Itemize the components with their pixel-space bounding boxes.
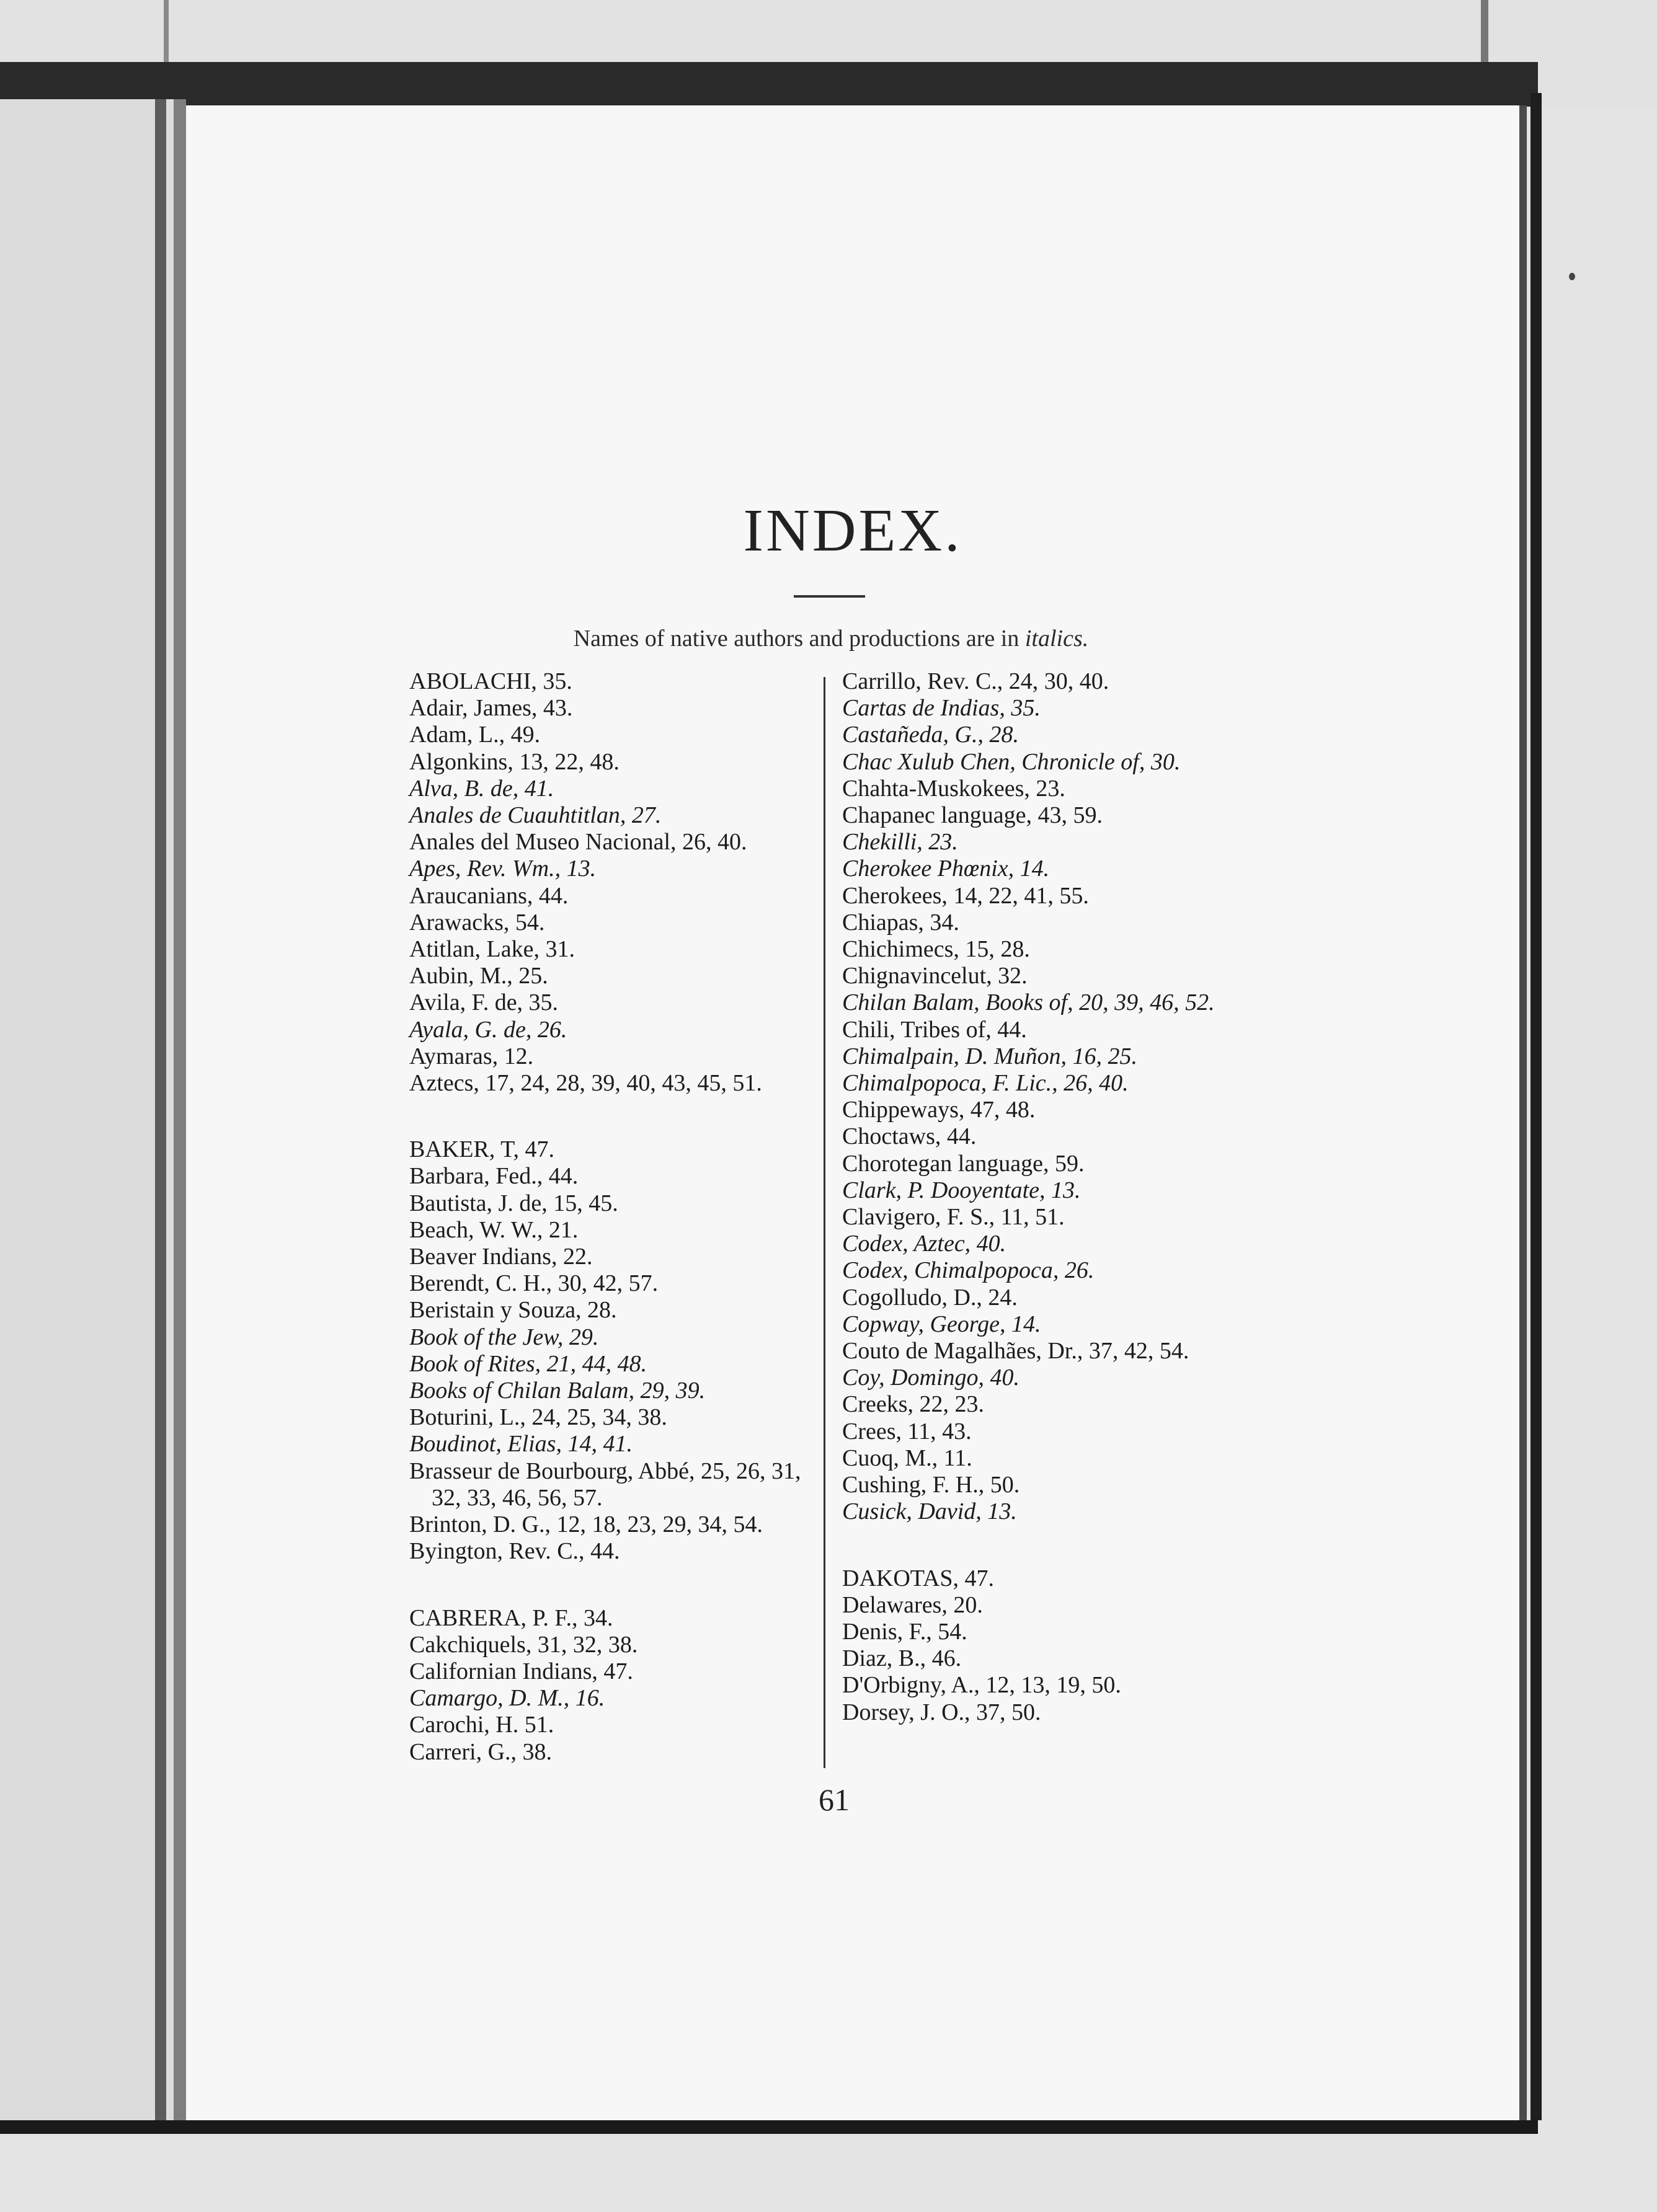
index-entry: Boudinot, Elias, 14, 41. xyxy=(409,1431,633,1458)
index-entry: Anales del Museo Nacional, 26, 40. xyxy=(409,829,747,856)
index-entry: Bautista, J. de, 15, 45. xyxy=(409,1190,618,1216)
index-entry: Copway, George, 14. xyxy=(842,1311,1041,1337)
scan-dark-band xyxy=(0,62,1538,107)
page-number: 61 xyxy=(819,1782,850,1817)
index-entry: Chilan Balam, Books of, 20, 39, 46, 52. xyxy=(842,989,1215,1016)
scan-edge-line xyxy=(164,0,169,65)
index-entry: Berendt, C. H., 30, 42, 57. xyxy=(409,1270,659,1297)
index-entry: Brasseur de Bourbourg, Abbé, 25, 26, 31, 32, 33, 46, 56, 57. xyxy=(409,1458,801,1511)
index-entry: Castañeda, G., 28. xyxy=(842,722,1019,748)
index-entry: Cherokee Phœnix, 14. xyxy=(842,856,1050,882)
index-entry: Aztecs, 17, 24, 28, 39, 40, 43, 45, 51. xyxy=(409,1070,762,1097)
index-entry: Cuoq, M., 11. xyxy=(842,1444,972,1471)
index-entry: Carochi, H. 51. xyxy=(409,1712,554,1738)
index-entry: Books of Chilan Balam, 29, 39. xyxy=(409,1378,706,1404)
index-entry: Diaz, B., 46. xyxy=(842,1645,962,1672)
italics-note-emphasis: italics. xyxy=(1024,626,1089,652)
index-entry: Chac Xulub Chen, Chronicle of, 30. xyxy=(842,748,1181,775)
dust-speck xyxy=(1569,273,1575,280)
title-rule xyxy=(794,595,865,598)
index-entry: Creeks, 22, 23. xyxy=(842,1391,985,1418)
index-entry: Chili, Tribes of, 44. xyxy=(842,1016,1027,1043)
index-entry: Cakchiquels, 31, 32, 38. xyxy=(409,1631,638,1658)
index-entry: Apes, Rev. Wm., 13. xyxy=(409,856,597,882)
italics-note xyxy=(186,625,1476,652)
index-entry: Aymaras, 12. xyxy=(409,1043,534,1069)
page-binding-shadow xyxy=(155,99,166,2120)
page-binding-shadow xyxy=(174,99,186,2120)
index-entry: Clavigero, F. S., 11, 51. xyxy=(842,1204,1065,1231)
index-entry: Cartas de Indias, 35. xyxy=(842,695,1041,722)
index-entry: Delawares, 20. xyxy=(842,1591,983,1618)
index-entry: Clark, P. Dooyentate, 13. xyxy=(842,1177,1081,1203)
index-entry: Book of the Jew, 29. xyxy=(409,1324,599,1350)
index-entry: Chignavincelut, 32. xyxy=(842,963,1028,989)
index-entry: Cushing, F. H., 50. xyxy=(842,1472,1020,1498)
index-entry: Adair, James, 43. xyxy=(409,695,573,722)
index-entry: Camargo, D. M., 16. xyxy=(409,1685,605,1712)
index-entry: Chapanec language, 43, 59. xyxy=(842,802,1103,829)
index-entry: Choctaws, 44. xyxy=(842,1123,977,1150)
index-entry: Aubin, M., 25. xyxy=(409,963,548,989)
scan-bottom-band xyxy=(0,2120,1538,2134)
index-entry: Codex, Chimalpopoca, 26. xyxy=(842,1257,1095,1284)
index-entry: Beach, W. W., 21. xyxy=(409,1216,579,1243)
index-entry: Chippeways, 47, 48. xyxy=(842,1097,1036,1123)
index-entry: Chorotegan language, 59. xyxy=(842,1150,1085,1177)
index-entry: D'Orbigny, A., 12, 13, 19, 50. xyxy=(842,1672,1121,1699)
index-entry: Algonkins, 13, 22, 48. xyxy=(409,748,620,775)
index-entry: Carrillo, Rev. C., 24, 30, 40. xyxy=(842,668,1109,694)
index-entry: Couto de Magalhães, Dr., 37, 42, 54. xyxy=(842,1338,1189,1365)
index-column-right xyxy=(842,668,1239,1726)
index-entry: Chimalpopoca, F. Lic., 26, 40. xyxy=(842,1070,1129,1097)
index-entry: Atitlan, Lake, 31. xyxy=(409,936,575,963)
index-entry: Avila, F. de, 35. xyxy=(409,989,559,1016)
page-title: INDEX. xyxy=(743,497,962,564)
scan-edge-line xyxy=(1481,0,1488,65)
letter-group-gap xyxy=(409,1565,806,1605)
page-right-edge xyxy=(1519,105,1527,2120)
index-entry: Chiapas, 34. xyxy=(842,909,959,936)
index-entry: BAKER, T, 47. xyxy=(409,1136,554,1163)
index-entry: Byington, Rev. C., 44. xyxy=(409,1538,620,1565)
index-entry: Cogolludo, D., 24. xyxy=(842,1284,1018,1311)
index-entry: Chahta-Muskokees, 23. xyxy=(842,775,1065,802)
index-entry: Adam, L., 49. xyxy=(409,722,541,748)
index-entry: Codex, Aztec, 40. xyxy=(842,1231,1006,1257)
index-entry: Cusick, David, 13. xyxy=(842,1498,1017,1525)
index-entry: Chichimecs, 15, 28. xyxy=(842,936,1030,963)
column-divider xyxy=(824,677,825,1768)
index-entry: Arawacks, 54. xyxy=(409,909,545,936)
index-column-left xyxy=(409,668,806,1766)
index-entry: Araucanians, 44. xyxy=(409,882,569,909)
index-entry: Brinton, D. G., 12, 18, 23, 29, 34, 54. xyxy=(409,1511,763,1538)
letter-group-gap xyxy=(409,1097,806,1136)
scan-right-shadow xyxy=(1530,93,1542,2120)
index-entry: Anales de Cuauhtitlan, 27. xyxy=(409,802,662,829)
index-entry: Barbara, Fed., 44. xyxy=(409,1163,579,1190)
letter-group-gap xyxy=(842,1526,1239,1565)
index-entry: ABOLACHI, 35. xyxy=(409,668,572,694)
index-entry: Coy, Domingo, 40. xyxy=(842,1365,1020,1391)
index-entry: CABRERA, P. F., 34. xyxy=(409,1604,613,1631)
index-entry: DAKOTAS, 47. xyxy=(842,1565,995,1591)
index-entry: Beaver Indians, 22. xyxy=(409,1244,593,1270)
italics-note-text: Names of native authors and productions are in xyxy=(573,626,1020,652)
index-entry: Chekilli, 23. xyxy=(842,829,958,856)
index-entry: Crees, 11, 43. xyxy=(842,1418,972,1444)
index-entry: Book of Rites, 21, 44, 48. xyxy=(409,1350,647,1377)
index-entry: Carreri, G., 38. xyxy=(409,1738,553,1765)
index-entry: Alva, B. de, 41. xyxy=(409,775,554,802)
index-entry: Chimalpain, D. Muñon, 16, 25. xyxy=(842,1043,1138,1069)
index-entry: Californian Indians, 47. xyxy=(409,1658,633,1684)
index-entry: Denis, F., 54. xyxy=(842,1618,967,1645)
index-entry: Ayala, G. de, 26. xyxy=(409,1016,567,1043)
index-entry: Boturini, L., 24, 25, 34, 38. xyxy=(409,1404,667,1431)
index-entry: Cherokees, 14, 22, 41, 55. xyxy=(842,882,1089,909)
index-entry: Beristain y Souza, 28. xyxy=(409,1297,617,1324)
index-entry: Dorsey, J. O., 37, 50. xyxy=(842,1699,1041,1725)
